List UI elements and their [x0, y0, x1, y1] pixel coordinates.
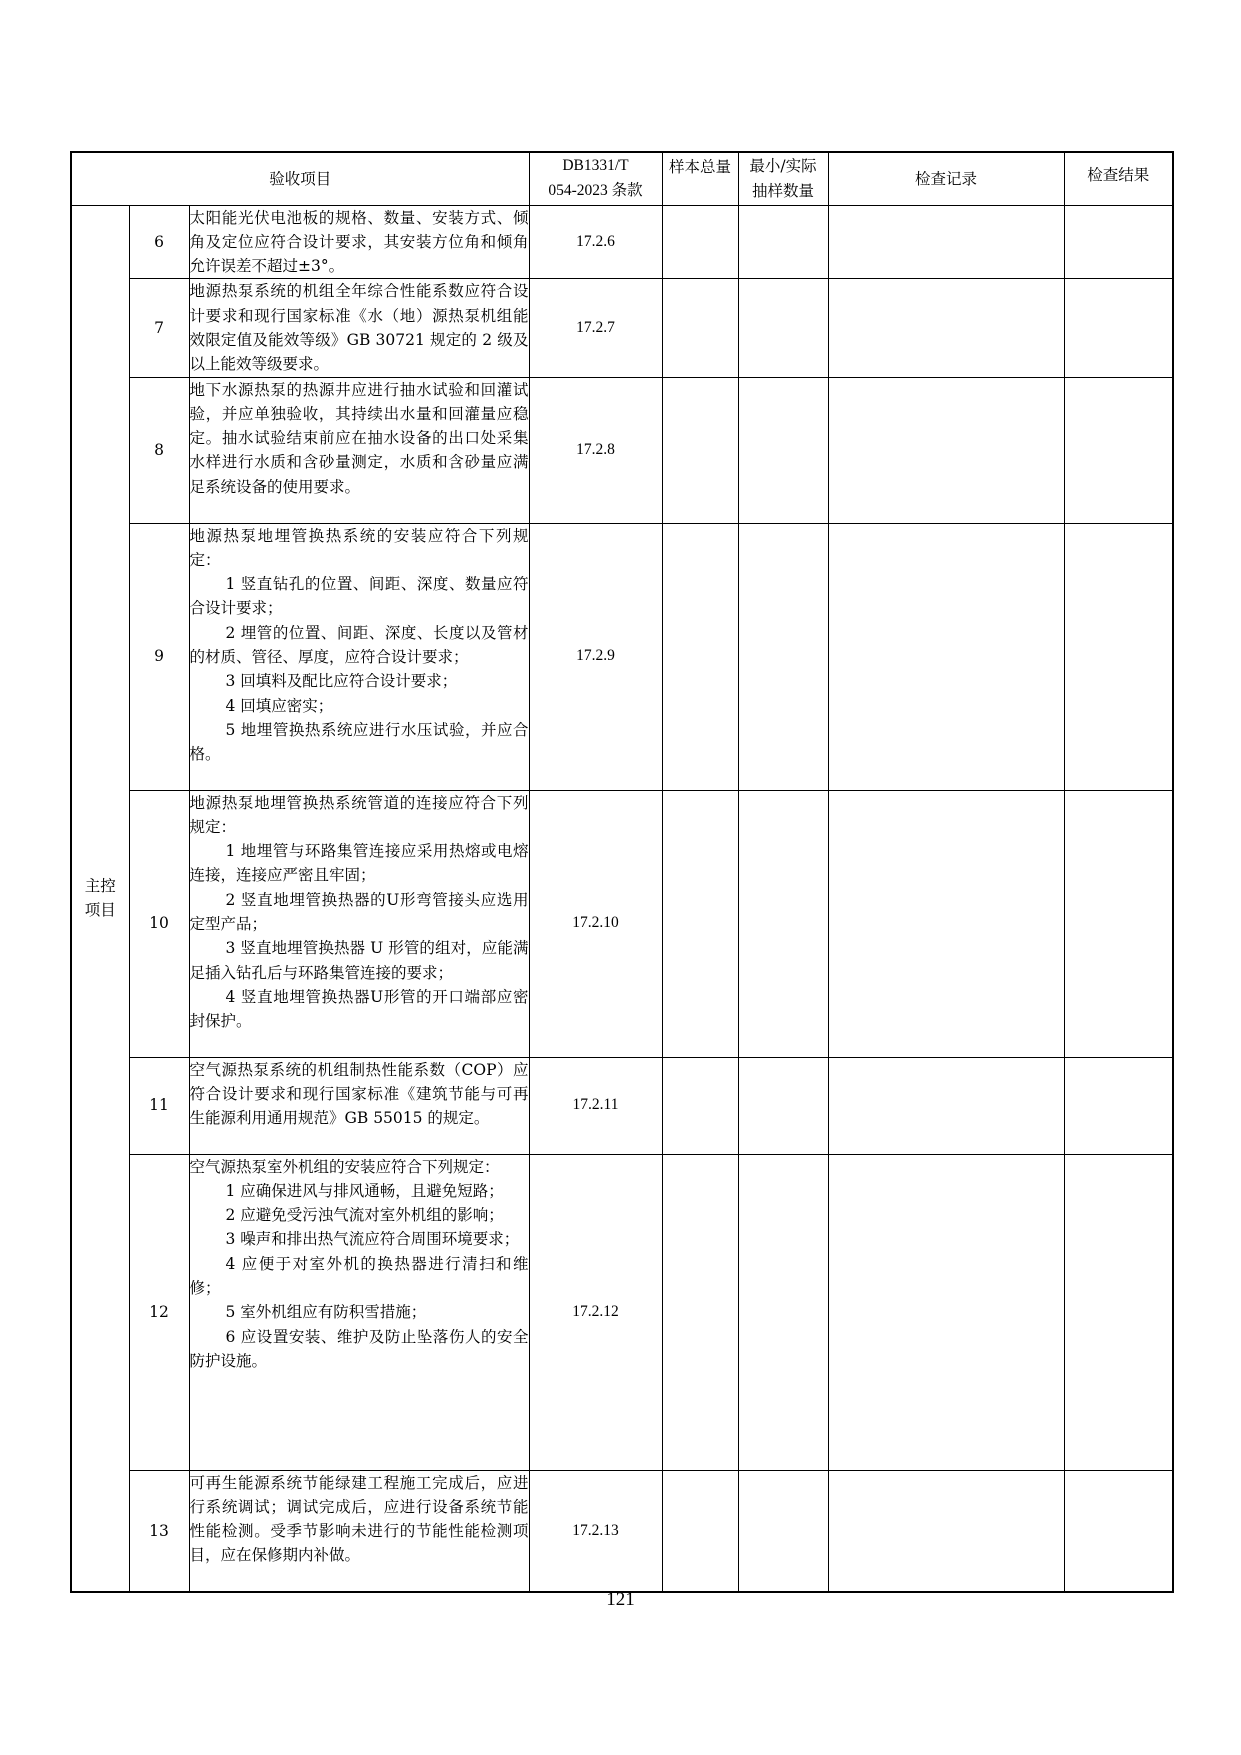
sample-total-cell: [662, 1057, 738, 1154]
table-row: [71, 1470, 1173, 1592]
row-number: 10: [129, 790, 189, 1057]
content-paragraph: 5 室外机组应有防积雪措施；: [225, 1303, 427, 1322]
content-paragraph: 可再生能源系统节能绿建工程施工完成后，应进行系统调试；调试完成后，应进行设备系统节能性能检测。受季节影响未进行的节能性能检测项目，应在保修期内补做。: [189, 1473, 529, 1565]
header-result: 检查结果: [1064, 152, 1173, 205]
row-content: [189, 1470, 529, 1592]
content-paragraph: 6 应设置安装、维护及防止坠落伤人的安全防护设施。: [189, 1327, 529, 1370]
row-content: [189, 1154, 529, 1470]
record-cell: [828, 205, 1064, 279]
record-cell: [828, 1057, 1064, 1154]
record-cell: [828, 1470, 1064, 1592]
header-clause-line2: 054-2023 条款: [548, 181, 643, 199]
row-number: 12: [129, 1154, 189, 1470]
acceptance-table: [70, 151, 1174, 1593]
result-cell: [1064, 1057, 1173, 1154]
table-row: [71, 1057, 1173, 1154]
table-row: [71, 523, 1173, 790]
content-paragraph: 空气源热泵系统的机组制热性能系数（COP）应符合设计要求和现行国家标准《建筑节能与可再生能源利用通用规范》GB 55015 的规定。: [189, 1060, 529, 1128]
min-sample-cell: [738, 205, 828, 279]
content-paragraph: 地源热泵地埋管换热系统的安装应符合下列规定：: [189, 526, 529, 569]
row-number: 13: [129, 1470, 189, 1592]
result-cell: [1064, 523, 1173, 790]
sample-total-cell: [662, 205, 738, 279]
sample-total-cell: [662, 790, 738, 1057]
record-cell: [828, 523, 1064, 790]
content-paragraph: 1 应确保进风与排风通畅，且避免短路；: [225, 1181, 504, 1200]
row-clause: 17.2.10: [529, 790, 662, 1057]
header-sample-total: 样本总量: [662, 152, 738, 205]
min-sample-cell: [738, 790, 828, 1057]
header-clause: [529, 152, 662, 205]
record-cell: [828, 377, 1064, 523]
row-content: [189, 1057, 529, 1154]
content-paragraph: 4 竖直地埋管换热器U形管的开口端部应密封保护。: [189, 987, 529, 1031]
content-paragraph: 4 应便于对室外机的换热器进行清扫和维修；: [189, 1254, 529, 1298]
content-paragraph: 2 埋管的位置、间距、深度、长度以及管材的材质、管径、厚度，应符合设计要求；: [189, 623, 529, 667]
content-paragraph: 3 噪声和排出热气流应符合周围环境要求；: [225, 1230, 520, 1249]
record-cell: [828, 279, 1064, 377]
category-line1: 主控: [84, 876, 116, 895]
result-cell: [1064, 279, 1173, 377]
result-cell: [1064, 1154, 1173, 1470]
row-clause: 17.2.11: [529, 1057, 662, 1154]
result-cell: [1064, 790, 1173, 1057]
row-clause: 17.2.12: [529, 1154, 662, 1470]
min-sample-cell: [738, 1057, 828, 1154]
header-min-line1: 最小/实际: [749, 157, 817, 176]
header-record: 检查记录: [828, 152, 1064, 205]
row-number: 8: [129, 377, 189, 523]
content-paragraph: 地下水源热泵的热源井应进行抽水试验和回灌试验，并应单独验收，其持续出水量和回灌量应稳定。抽水试验结束前应在抽水设备的出口处采集水样进行水质和含砂量测定，水质和含砂量应满足系统设备的使用要求。: [189, 380, 529, 496]
table-row: [71, 377, 1173, 523]
header-min-sample: [738, 152, 828, 205]
table-row: [71, 279, 1173, 377]
content-paragraph: 2 竖直地埋管换热器的U形弯管接头应选用定型产品；: [189, 890, 529, 934]
sample-total-cell: [662, 377, 738, 523]
sample-total-cell: [662, 1154, 738, 1470]
header-min-line2: 抽样数量: [751, 181, 814, 200]
content-paragraph: 地源热泵地埋管换热系统管道的连接应符合下列规定：: [189, 793, 529, 836]
content-paragraph: 4 回填应密实；: [225, 696, 334, 715]
min-sample-cell: [738, 279, 828, 377]
min-sample-cell: [738, 1154, 828, 1470]
table-row: [71, 205, 1173, 279]
min-sample-cell: [738, 1470, 828, 1592]
content-paragraph: 3 竖直地埋管换热器 U 形管的组对，应能满足插入钻孔后与环路集管连接的要求；: [189, 939, 529, 982]
row-content: [189, 279, 529, 377]
content-paragraph: 1 竖直钻孔的位置、间距、深度、数量应符合设计要求；: [189, 575, 529, 618]
content-paragraph: 2 应避免受污浊气流对室外机组的影响；: [225, 1206, 504, 1225]
row-clause: 17.2.9: [529, 523, 662, 790]
min-sample-cell: [738, 377, 828, 523]
content-paragraph: 5 地埋管换热系统应进行水压试验，并应合格。: [189, 720, 529, 764]
table-row: [71, 790, 1173, 1057]
content-paragraph: 太阳能光伏电池板的规格、数量、安装方式、倾角及定位应符合设计要求，其安装方位角和倾角允许误差不超过±3°。: [189, 208, 529, 276]
row-clause: 17.2.8: [529, 377, 662, 523]
sample-total-cell: [662, 279, 738, 377]
table-row: [71, 1154, 1173, 1470]
row-number: 11: [129, 1057, 189, 1154]
result-cell: [1064, 1470, 1173, 1592]
sample-total-cell: [662, 523, 738, 790]
row-clause: 17.2.6: [529, 205, 662, 279]
result-cell: [1064, 377, 1173, 523]
result-cell: [1064, 205, 1173, 279]
row-clause: 17.2.7: [529, 279, 662, 377]
row-clause: 17.2.13: [529, 1470, 662, 1592]
row-content: [189, 790, 529, 1057]
row-content: [189, 377, 529, 523]
header-item: 验收项目: [71, 152, 529, 205]
category-cell: [71, 205, 129, 1592]
record-cell: [828, 1154, 1064, 1470]
header-row: [71, 152, 1173, 205]
row-number: 7: [129, 279, 189, 377]
row-content: [189, 523, 529, 790]
row-content: [189, 205, 529, 279]
page-number: 121: [606, 1589, 635, 1610]
min-sample-cell: [738, 523, 828, 790]
sample-total-cell: [662, 1470, 738, 1592]
content-paragraph: 1 地埋管与环路集管连接应采用热熔或电熔连接，连接应严密且牢固；: [189, 842, 529, 885]
row-number: 9: [129, 523, 189, 790]
category-line2: 项目: [84, 901, 116, 920]
row-number: 6: [129, 205, 189, 279]
content-paragraph: 空气源热泵室外机组的安装应符合下列规定：: [189, 1157, 500, 1176]
content-paragraph: 地源热泵系统的机组全年综合性能系数应符合设计要求和现行国家标准《水（地）源热泵机组能效限定值及能效等级》GB 30721 规定的 2 级及以上能效等级要求。: [189, 282, 529, 374]
header-clause-line1: DB1331/T: [562, 157, 629, 175]
content-paragraph: 3 回填料及配比应符合设计要求；: [225, 672, 458, 691]
record-cell: [828, 790, 1064, 1057]
